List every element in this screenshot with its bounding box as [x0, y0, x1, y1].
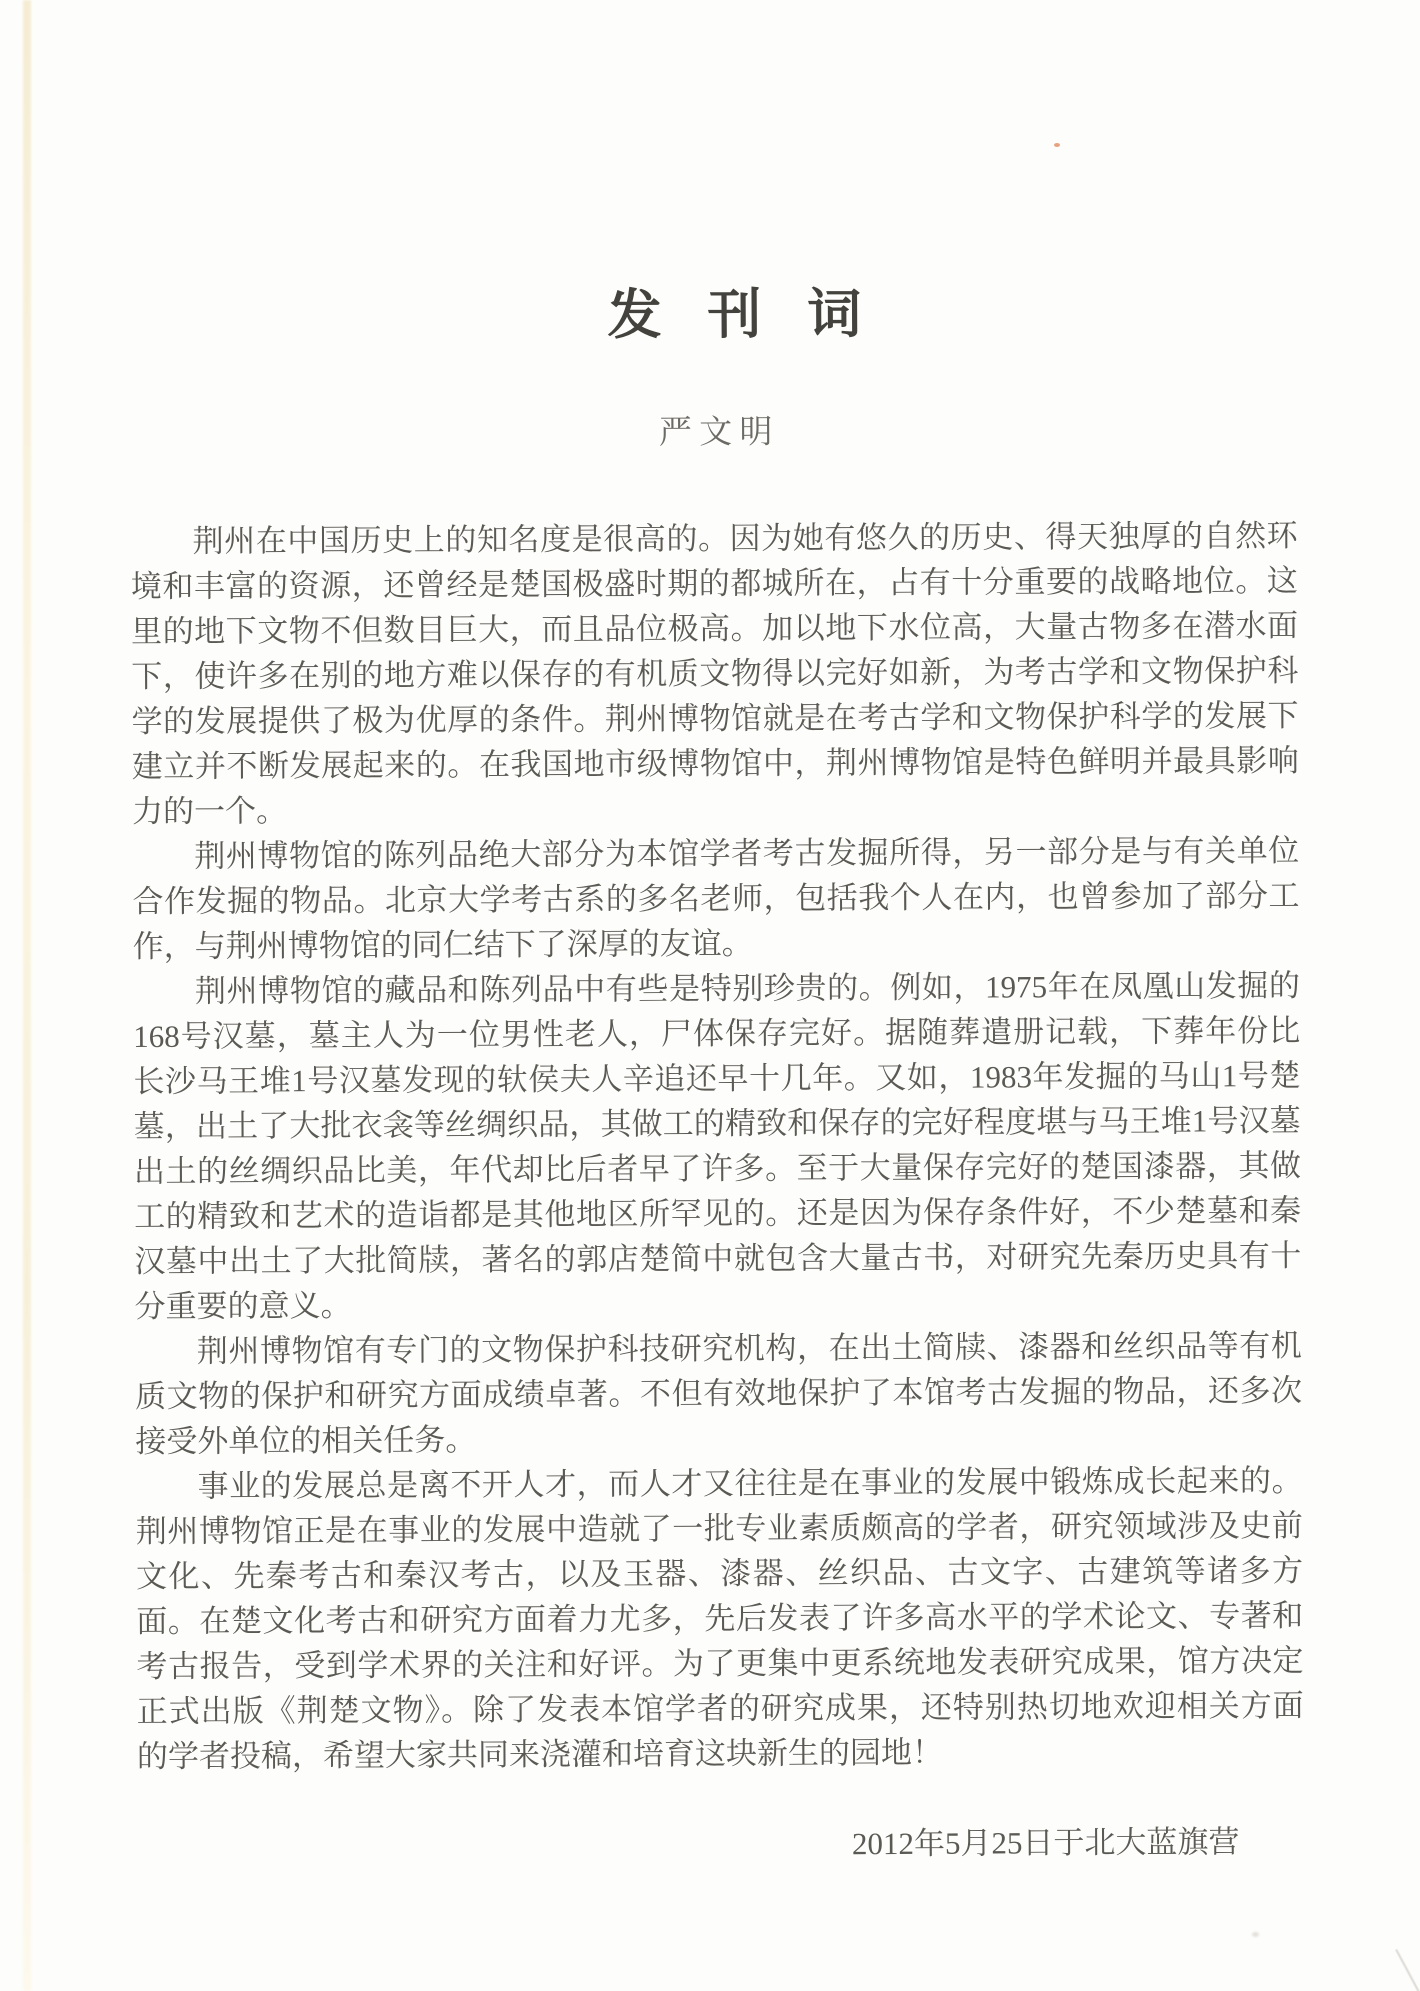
- text-line: 长沙马王堆1号汉墓发现的轪侯夫人辛追还早十几年。又如，1983年发掘的马山1号楚: [133, 1057, 1301, 1100]
- text-line: 面。在楚文化考古和研究方面着力尤多，先后发表了许多高水平的学术论文、专著和: [136, 1597, 1304, 1640]
- text-line: 168号汉墓，墓主人为一位男性老人，尸体保存完好。据随葬遣册记载，下葬年份比: [133, 1012, 1301, 1055]
- text-line: 荆州博物馆的藏品和陈列品中有些是特别珍贵的。例如，1975年在凤凰山发掘的: [194, 967, 1301, 1009]
- text-line: 建立并不断发展起来的。在我国地市级博物馆中，荆州博物馆是特色鲜明并最具影响: [131, 742, 1299, 785]
- text-line: 正式出版《荆楚文物》。除了发表本馆学者的研究成果，还特别热切地欢迎相关方面: [136, 1687, 1304, 1730]
- text-line: 质文物的保护和研究方面成绩卓著。不但有效地保护了本馆考古发掘的物品，还多次: [135, 1372, 1303, 1415]
- scan-speck: [1054, 143, 1060, 147]
- author-name: 严文明: [658, 414, 780, 452]
- text-line: 荆州博物馆正是在事业的发展中造就了一批专业素质颇高的学者，研究领域涉及史前: [135, 1507, 1303, 1550]
- text-line: 墓，出土了大批衣衾等丝绸织品，其做工的精致和保存的完好程度堪与马王堆1号汉墓: [133, 1102, 1301, 1145]
- text-line: 作，与荆州博物馆的同仁结下了深厚的友谊。: [132, 925, 753, 965]
- dateline: 2012年5月25日于北大蓝旗营: [851, 1824, 1240, 1862]
- paragraph: [132, 828, 1300, 969]
- text-line: 考古报告，受到学术界的关注和好评。为了更集中更系统地发表研究成果，馆方决定: [136, 1642, 1304, 1685]
- text-line: 汉墓中出土了大批简牍，著名的郭店楚简中就包含大量古书，对研究先秦历史具有十: [134, 1237, 1302, 1280]
- paragraph: [135, 1458, 1304, 1779]
- text-line: 分重要的意义。: [134, 1287, 352, 1325]
- body-text: [130, 513, 1304, 1779]
- text-line: 力的一个。: [131, 793, 288, 830]
- text-line: 荆州在中国历史上的知名度是很高的。因为她有悠久的历史、得天独厚的自然环: [192, 517, 1298, 559]
- text-line: 里的地下文物不但数目巨大，而且品位极高。加以地下水位高，大量古物多在潜水面: [130, 607, 1299, 650]
- page-title: 发刊词: [607, 283, 908, 346]
- text-line: 境和丰富的资源，还曾经是楚国极盛时期的都城所在，占有十分重要的战略地位。这: [130, 562, 1298, 605]
- paragraph: [133, 963, 1302, 1329]
- text-line: 事业的发展总是离不开人才，而人才又往往是在事业的发展中锻炼成长起来的。: [197, 1462, 1303, 1504]
- text-line: 出土的丝绸织品比美，年代却比后者早了许多。至于大量保存完好的楚国漆器，其做: [133, 1147, 1301, 1190]
- text-line: 工的精致和艺术的造诣都是其他地区所罕见的。还是因为保存条件好，不少楚墓和秦: [134, 1192, 1302, 1235]
- text-line: 下，使许多在别的地方难以保存的有机质文物得以完好如新，为考古学和文物保护科: [131, 652, 1299, 695]
- scan-smudge: [1252, 1932, 1259, 1937]
- text-line: 荆州博物馆的陈列品绝大部分为本馆学者考古发掘所得，另一部分是与有关单位: [194, 832, 1300, 874]
- text-line: 荆州博物馆有专门的文物保护科技研究机构，在出土简牍、漆器和丝织品等有机: [196, 1327, 1302, 1369]
- text-line: 接受外单位的相关任务。: [135, 1422, 477, 1460]
- paragraph: [135, 1323, 1303, 1464]
- text-line: 学的发展提供了极为优厚的条件。荆州博物馆就是在考古学和文物保护科学的发展下: [131, 697, 1299, 740]
- text-line: 的学者投稿，希望大家共同来浇灌和培育这块新生的园地！: [136, 1734, 944, 1775]
- text-line: 合作发掘的物品。北京大学考古系的多名老师，包括我个人在内，也曾参加了部分工: [132, 877, 1300, 920]
- paragraph: [130, 513, 1299, 834]
- text-line: 文化、先秦考古和秦汉考古，以及玉器、漆器、丝织品、古文字、古建筑等诸多方: [135, 1552, 1304, 1595]
